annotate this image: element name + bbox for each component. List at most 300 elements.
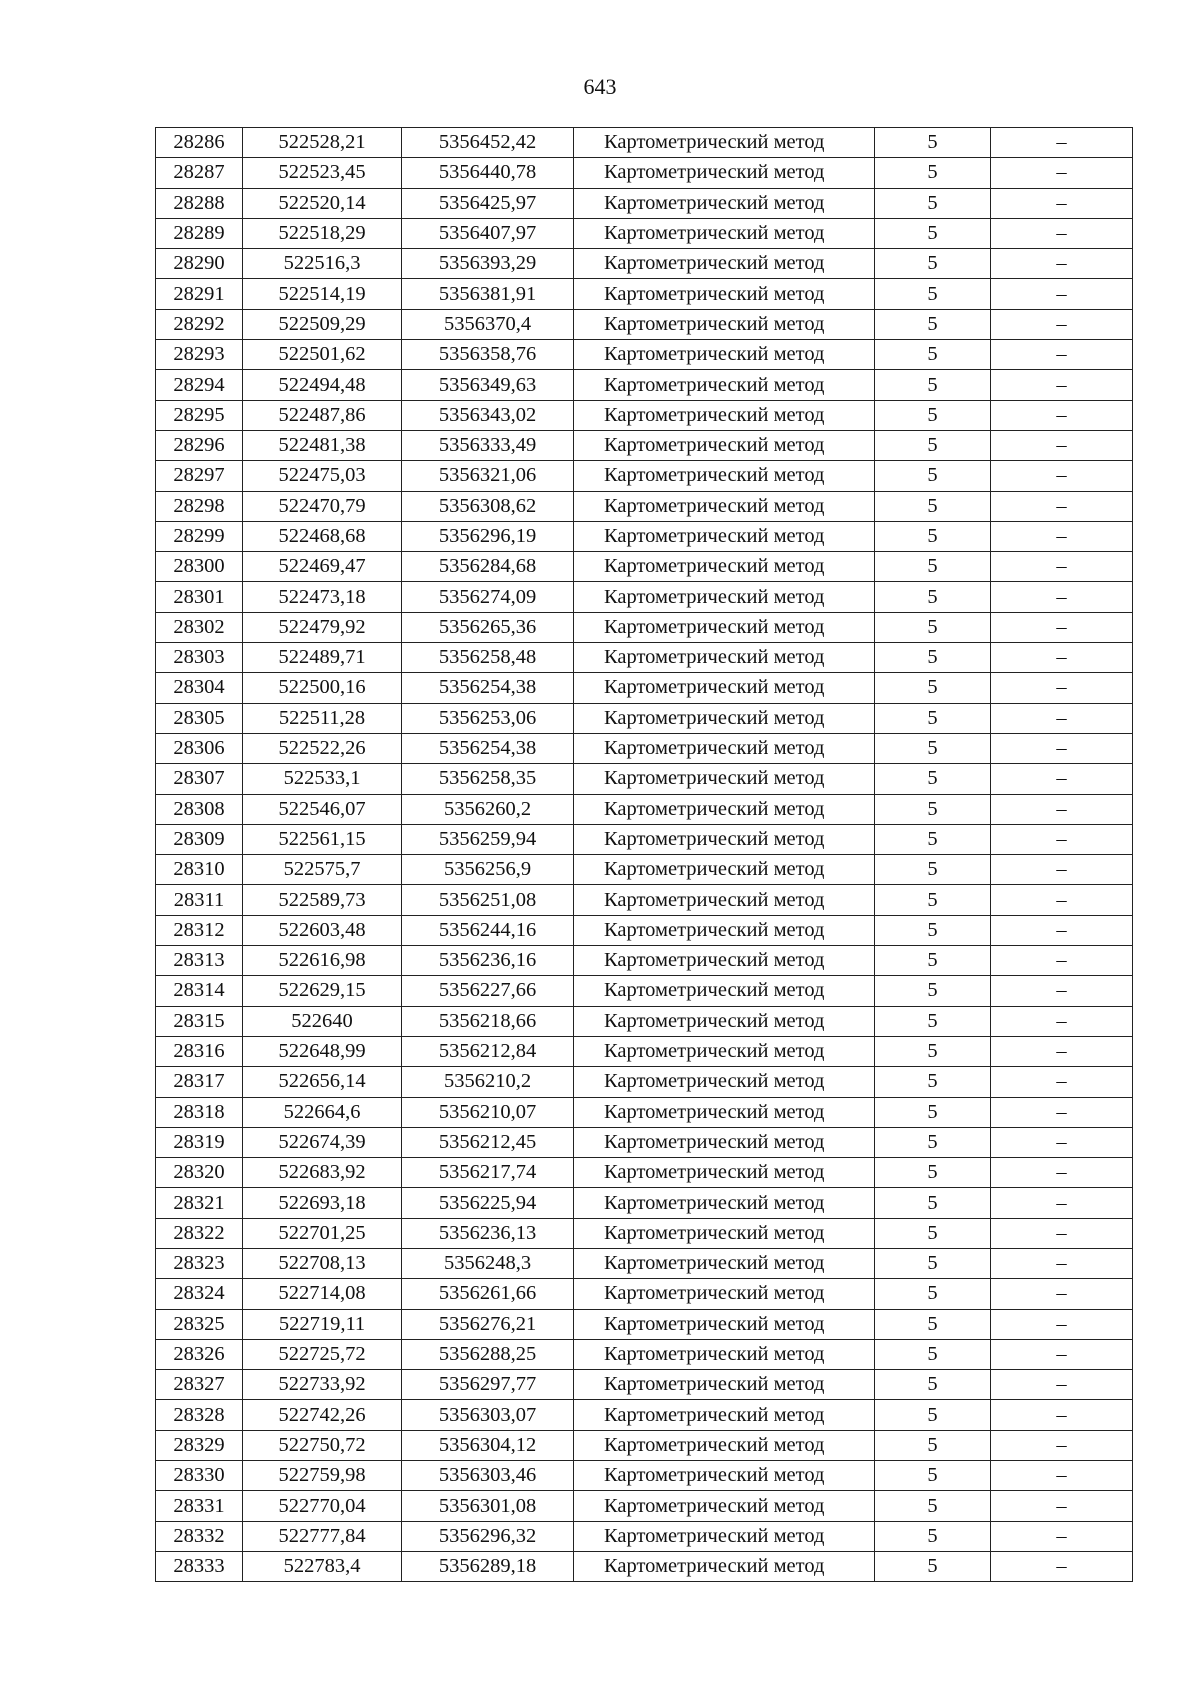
- point-number-cell: 28293: [156, 340, 243, 370]
- y-coordinate-cell: 5356258,48: [402, 643, 574, 673]
- y-coordinate-cell: 5356308,62: [402, 491, 574, 521]
- x-coordinate-cell: 522770,04: [243, 1491, 402, 1521]
- table-row: [156, 824, 1133, 854]
- accuracy-cell: 5: [875, 1400, 991, 1430]
- accuracy-cell: 5: [875, 1188, 991, 1218]
- y-coordinate-cell: 5356333,49: [402, 430, 574, 460]
- table-row: [156, 976, 1133, 1006]
- point-number-cell: 28294: [156, 370, 243, 400]
- y-coordinate-cell: 5356210,2: [402, 1067, 574, 1097]
- y-coordinate-cell: 5356274,09: [402, 582, 574, 612]
- point-number-cell: 28295: [156, 400, 243, 430]
- point-number-cell: 28327: [156, 1370, 243, 1400]
- point-number-cell: 28315: [156, 1006, 243, 1036]
- table-row: [156, 643, 1133, 673]
- method-cell: Картометрический метод: [574, 673, 875, 703]
- note-cell: –: [991, 946, 1133, 976]
- y-coordinate-cell: 5356289,18: [402, 1551, 574, 1581]
- point-number-cell: 28311: [156, 885, 243, 915]
- x-coordinate-cell: 522725,72: [243, 1339, 402, 1369]
- table-row: [156, 1158, 1133, 1188]
- point-number-cell: 28289: [156, 218, 243, 248]
- table-row: [156, 249, 1133, 279]
- note-cell: –: [991, 703, 1133, 733]
- x-coordinate-cell: 522629,15: [243, 976, 402, 1006]
- accuracy-cell: 5: [875, 733, 991, 763]
- point-number-cell: 28296: [156, 430, 243, 460]
- accuracy-cell: 5: [875, 552, 991, 582]
- note-cell: –: [991, 128, 1133, 158]
- note-cell: –: [991, 1309, 1133, 1339]
- x-coordinate-cell: 522640: [243, 1006, 402, 1036]
- table-row: [156, 1127, 1133, 1157]
- method-cell: Картометрический метод: [574, 1067, 875, 1097]
- method-cell: Картометрический метод: [574, 612, 875, 642]
- note-cell: –: [991, 521, 1133, 551]
- method-cell: Картометрический метод: [574, 643, 875, 673]
- point-number-cell: 28333: [156, 1551, 243, 1581]
- note-cell: –: [991, 885, 1133, 915]
- y-coordinate-cell: 5356288,25: [402, 1339, 574, 1369]
- y-coordinate-cell: 5356425,97: [402, 188, 574, 218]
- y-coordinate-cell: 5356260,2: [402, 794, 574, 824]
- point-number-cell: 28302: [156, 612, 243, 642]
- note-cell: –: [991, 855, 1133, 885]
- y-coordinate-cell: 5356321,06: [402, 461, 574, 491]
- note-cell: –: [991, 1461, 1133, 1491]
- table-row: [156, 491, 1133, 521]
- table-row: [156, 218, 1133, 248]
- x-coordinate-cell: 522603,48: [243, 915, 402, 945]
- point-number-cell: 28300: [156, 552, 243, 582]
- method-cell: Картометрический метод: [574, 1339, 875, 1369]
- accuracy-cell: 5: [875, 582, 991, 612]
- table-row: [156, 1339, 1133, 1369]
- y-coordinate-cell: 5356358,76: [402, 340, 574, 370]
- x-coordinate-cell: 522759,98: [243, 1461, 402, 1491]
- y-coordinate-cell: 5356261,66: [402, 1279, 574, 1309]
- note-cell: –: [991, 309, 1133, 339]
- point-number-cell: 28324: [156, 1279, 243, 1309]
- x-coordinate-cell: 522475,03: [243, 461, 402, 491]
- table-row: [156, 1551, 1133, 1581]
- accuracy-cell: 5: [875, 1067, 991, 1097]
- x-coordinate-cell: 522648,99: [243, 1036, 402, 1066]
- y-coordinate-cell: 5356248,3: [402, 1248, 574, 1278]
- point-number-cell: 28292: [156, 309, 243, 339]
- y-coordinate-cell: 5356253,06: [402, 703, 574, 733]
- note-cell: –: [991, 1521, 1133, 1551]
- method-cell: Картометрический метод: [574, 1006, 875, 1036]
- note-cell: –: [991, 430, 1133, 460]
- y-coordinate-cell: 5356212,45: [402, 1127, 574, 1157]
- y-coordinate-cell: 5356301,08: [402, 1491, 574, 1521]
- accuracy-cell: 5: [875, 218, 991, 248]
- accuracy-cell: 5: [875, 461, 991, 491]
- accuracy-cell: 5: [875, 1309, 991, 1339]
- x-coordinate-cell: 522683,92: [243, 1158, 402, 1188]
- point-number-cell: 28330: [156, 1461, 243, 1491]
- point-number-cell: 28286: [156, 128, 243, 158]
- accuracy-cell: 5: [875, 370, 991, 400]
- method-cell: Картометрический метод: [574, 976, 875, 1006]
- y-coordinate-cell: 5356393,29: [402, 249, 574, 279]
- accuracy-cell: 5: [875, 128, 991, 158]
- table-row: [156, 461, 1133, 491]
- point-number-cell: 28303: [156, 643, 243, 673]
- table-row: [156, 1218, 1133, 1248]
- x-coordinate-cell: 522468,68: [243, 521, 402, 551]
- accuracy-cell: 5: [875, 1370, 991, 1400]
- point-number-cell: 28310: [156, 855, 243, 885]
- x-coordinate-cell: 522514,19: [243, 279, 402, 309]
- accuracy-cell: 5: [875, 703, 991, 733]
- accuracy-cell: 5: [875, 643, 991, 673]
- point-number-cell: 28287: [156, 158, 243, 188]
- note-cell: –: [991, 976, 1133, 1006]
- table-row: [156, 915, 1133, 945]
- x-coordinate-cell: 522487,86: [243, 400, 402, 430]
- method-cell: Картометрический метод: [574, 1521, 875, 1551]
- accuracy-cell: 5: [875, 491, 991, 521]
- table-row: [156, 794, 1133, 824]
- note-cell: –: [991, 1036, 1133, 1066]
- accuracy-cell: 5: [875, 1218, 991, 1248]
- table-row: [156, 946, 1133, 976]
- y-coordinate-cell: 5356349,63: [402, 370, 574, 400]
- x-coordinate-cell: 522783,4: [243, 1551, 402, 1581]
- x-coordinate-cell: 522528,21: [243, 128, 402, 158]
- note-cell: –: [991, 1127, 1133, 1157]
- table-row: [156, 552, 1133, 582]
- method-cell: Картометрический метод: [574, 1551, 875, 1581]
- method-cell: Картометрический метод: [574, 946, 875, 976]
- point-number-cell: 28307: [156, 764, 243, 794]
- accuracy-cell: 5: [875, 1461, 991, 1491]
- x-coordinate-cell: 522511,28: [243, 703, 402, 733]
- table-row: [156, 400, 1133, 430]
- note-cell: –: [991, 279, 1133, 309]
- point-number-cell: 28308: [156, 794, 243, 824]
- accuracy-cell: 5: [875, 400, 991, 430]
- x-coordinate-cell: 522518,29: [243, 218, 402, 248]
- x-coordinate-cell: 522494,48: [243, 370, 402, 400]
- table-row: [156, 279, 1133, 309]
- note-cell: –: [991, 158, 1133, 188]
- note-cell: –: [991, 370, 1133, 400]
- y-coordinate-cell: 5356227,66: [402, 976, 574, 1006]
- x-coordinate-cell: 522656,14: [243, 1067, 402, 1097]
- method-cell: Картометрический метод: [574, 582, 875, 612]
- accuracy-cell: 5: [875, 1430, 991, 1460]
- accuracy-cell: 5: [875, 946, 991, 976]
- table-row: [156, 1006, 1133, 1036]
- point-number-cell: 28322: [156, 1218, 243, 1248]
- note-cell: –: [991, 1218, 1133, 1248]
- x-coordinate-cell: 522742,26: [243, 1400, 402, 1430]
- note-cell: –: [991, 1400, 1133, 1430]
- method-cell: Картометрический метод: [574, 1248, 875, 1278]
- y-coordinate-cell: 5356407,97: [402, 218, 574, 248]
- y-coordinate-cell: 5356304,12: [402, 1430, 574, 1460]
- note-cell: –: [991, 733, 1133, 763]
- x-coordinate-cell: 522479,92: [243, 612, 402, 642]
- x-coordinate-cell: 522777,84: [243, 1521, 402, 1551]
- note-cell: –: [991, 824, 1133, 854]
- accuracy-cell: 5: [875, 1036, 991, 1066]
- table-row: [156, 582, 1133, 612]
- method-cell: Картометрический метод: [574, 1400, 875, 1430]
- accuracy-cell: 5: [875, 855, 991, 885]
- page-number: 643: [583, 74, 617, 99]
- note-cell: –: [991, 1339, 1133, 1369]
- note-cell: –: [991, 1158, 1133, 1188]
- note-cell: –: [991, 764, 1133, 794]
- method-cell: Картометрический метод: [574, 461, 875, 491]
- method-cell: Картометрический метод: [574, 703, 875, 733]
- point-number-cell: 28313: [156, 946, 243, 976]
- x-coordinate-cell: 522473,18: [243, 582, 402, 612]
- accuracy-cell: 5: [875, 1006, 991, 1036]
- method-cell: Картометрический метод: [574, 1188, 875, 1218]
- x-coordinate-cell: 522546,07: [243, 794, 402, 824]
- y-coordinate-cell: 5356452,42: [402, 128, 574, 158]
- method-cell: Картометрический метод: [574, 1279, 875, 1309]
- note-cell: –: [991, 552, 1133, 582]
- note-cell: –: [991, 1430, 1133, 1460]
- point-number-cell: 28309: [156, 824, 243, 854]
- note-cell: –: [991, 461, 1133, 491]
- note-cell: –: [991, 1188, 1133, 1218]
- y-coordinate-cell: 5356258,35: [402, 764, 574, 794]
- method-cell: Картометрический метод: [574, 1127, 875, 1157]
- point-number-cell: 28319: [156, 1127, 243, 1157]
- method-cell: Картометрический метод: [574, 855, 875, 885]
- x-coordinate-cell: 522714,08: [243, 1279, 402, 1309]
- method-cell: Картометрический метод: [574, 733, 875, 763]
- accuracy-cell: 5: [875, 885, 991, 915]
- y-coordinate-cell: 5356236,13: [402, 1218, 574, 1248]
- accuracy-cell: 5: [875, 915, 991, 945]
- accuracy-cell: 5: [875, 279, 991, 309]
- table-row: [156, 1461, 1133, 1491]
- table-row: [156, 1491, 1133, 1521]
- point-number-cell: 28312: [156, 915, 243, 945]
- table-row: [156, 1430, 1133, 1460]
- point-number-cell: 28304: [156, 673, 243, 703]
- method-cell: Картометрический метод: [574, 188, 875, 218]
- accuracy-cell: 5: [875, 1551, 991, 1581]
- x-coordinate-cell: 522616,98: [243, 946, 402, 976]
- note-cell: –: [991, 673, 1133, 703]
- y-coordinate-cell: 5356218,66: [402, 1006, 574, 1036]
- accuracy-cell: 5: [875, 1097, 991, 1127]
- point-number-cell: 28306: [156, 733, 243, 763]
- method-cell: Картометрический метод: [574, 249, 875, 279]
- accuracy-cell: 5: [875, 158, 991, 188]
- x-coordinate-cell: 522469,47: [243, 552, 402, 582]
- y-coordinate-cell: 5356259,94: [402, 824, 574, 854]
- table-row: [156, 1400, 1133, 1430]
- table-row: [156, 1279, 1133, 1309]
- table-row: [156, 1097, 1133, 1127]
- y-coordinate-cell: 5356284,68: [402, 552, 574, 582]
- y-coordinate-cell: 5356212,84: [402, 1036, 574, 1066]
- y-coordinate-cell: 5356296,32: [402, 1521, 574, 1551]
- y-coordinate-cell: 5356265,36: [402, 612, 574, 642]
- note-cell: –: [991, 794, 1133, 824]
- x-coordinate-cell: 522520,14: [243, 188, 402, 218]
- accuracy-cell: 5: [875, 824, 991, 854]
- point-number-cell: 28332: [156, 1521, 243, 1551]
- accuracy-cell: 5: [875, 673, 991, 703]
- accuracy-cell: 5: [875, 764, 991, 794]
- table-row: [156, 673, 1133, 703]
- table-row: [156, 885, 1133, 915]
- method-cell: Картометрический метод: [574, 309, 875, 339]
- accuracy-cell: 5: [875, 1279, 991, 1309]
- point-number-cell: 28305: [156, 703, 243, 733]
- method-cell: Картометрический метод: [574, 340, 875, 370]
- point-number-cell: 28288: [156, 188, 243, 218]
- method-cell: Картометрический метод: [574, 1309, 875, 1339]
- method-cell: Картометрический метод: [574, 764, 875, 794]
- accuracy-cell: 5: [875, 309, 991, 339]
- x-coordinate-cell: 522575,7: [243, 855, 402, 885]
- note-cell: –: [991, 582, 1133, 612]
- accuracy-cell: 5: [875, 1339, 991, 1369]
- note-cell: –: [991, 1551, 1133, 1581]
- point-number-cell: 28291: [156, 279, 243, 309]
- point-number-cell: 28316: [156, 1036, 243, 1066]
- y-coordinate-cell: 5356303,07: [402, 1400, 574, 1430]
- accuracy-cell: 5: [875, 1158, 991, 1188]
- x-coordinate-cell: 522701,25: [243, 1218, 402, 1248]
- method-cell: Картометрический метод: [574, 521, 875, 551]
- point-number-cell: 28301: [156, 582, 243, 612]
- x-coordinate-cell: 522516,3: [243, 249, 402, 279]
- method-cell: Картометрический метод: [574, 430, 875, 460]
- accuracy-cell: 5: [875, 1248, 991, 1278]
- table-row: [156, 309, 1133, 339]
- note-cell: –: [991, 188, 1133, 218]
- y-coordinate-cell: 5356254,38: [402, 733, 574, 763]
- y-coordinate-cell: 5356381,91: [402, 279, 574, 309]
- method-cell: Картометрический метод: [574, 885, 875, 915]
- accuracy-cell: 5: [875, 976, 991, 1006]
- method-cell: Картометрический метод: [574, 1218, 875, 1248]
- note-cell: –: [991, 1491, 1133, 1521]
- table-row: [156, 1521, 1133, 1551]
- method-cell: Картометрический метод: [574, 491, 875, 521]
- y-coordinate-cell: 5356297,77: [402, 1370, 574, 1400]
- note-cell: –: [991, 249, 1133, 279]
- note-cell: –: [991, 218, 1133, 248]
- method-cell: Картометрический метод: [574, 279, 875, 309]
- table-row: [156, 703, 1133, 733]
- note-cell: –: [991, 643, 1133, 673]
- table-row: [156, 521, 1133, 551]
- x-coordinate-cell: 522674,39: [243, 1127, 402, 1157]
- y-coordinate-cell: 5356296,19: [402, 521, 574, 551]
- method-cell: Картометрический метод: [574, 1461, 875, 1491]
- note-cell: –: [991, 915, 1133, 945]
- x-coordinate-cell: 522719,11: [243, 1309, 402, 1339]
- x-coordinate-cell: 522750,72: [243, 1430, 402, 1460]
- y-coordinate-cell: 5356370,4: [402, 309, 574, 339]
- y-coordinate-cell: 5356440,78: [402, 158, 574, 188]
- y-coordinate-cell: 5356303,46: [402, 1461, 574, 1491]
- y-coordinate-cell: 5356254,38: [402, 673, 574, 703]
- y-coordinate-cell: 5356217,74: [402, 1158, 574, 1188]
- table-row: [156, 128, 1133, 158]
- table-row: [156, 430, 1133, 460]
- point-number-cell: 28329: [156, 1430, 243, 1460]
- x-coordinate-cell: 522733,92: [243, 1370, 402, 1400]
- method-cell: Картометрический метод: [574, 1370, 875, 1400]
- point-number-cell: 28323: [156, 1248, 243, 1278]
- accuracy-cell: 5: [875, 188, 991, 218]
- coordinates-table-body: [156, 128, 1133, 1582]
- table-row: [156, 1248, 1133, 1278]
- point-number-cell: 28299: [156, 521, 243, 551]
- coordinates-table: [155, 127, 1133, 1582]
- x-coordinate-cell: 522708,13: [243, 1248, 402, 1278]
- note-cell: –: [991, 612, 1133, 642]
- point-number-cell: 28297: [156, 461, 243, 491]
- accuracy-cell: 5: [875, 249, 991, 279]
- x-coordinate-cell: 522501,62: [243, 340, 402, 370]
- point-number-cell: 28318: [156, 1097, 243, 1127]
- note-cell: –: [991, 1279, 1133, 1309]
- note-cell: –: [991, 1006, 1133, 1036]
- table-row: [156, 1370, 1133, 1400]
- method-cell: Картометрический метод: [574, 552, 875, 582]
- point-number-cell: 28320: [156, 1158, 243, 1188]
- y-coordinate-cell: 5356210,07: [402, 1097, 574, 1127]
- y-coordinate-cell: 5356236,16: [402, 946, 574, 976]
- point-number-cell: 28331: [156, 1491, 243, 1521]
- note-cell: –: [991, 1248, 1133, 1278]
- x-coordinate-cell: 522664,6: [243, 1097, 402, 1127]
- note-cell: –: [991, 491, 1133, 521]
- x-coordinate-cell: 522500,16: [243, 673, 402, 703]
- point-number-cell: 28321: [156, 1188, 243, 1218]
- note-cell: –: [991, 340, 1133, 370]
- table-row: [156, 764, 1133, 794]
- method-cell: Картометрический метод: [574, 158, 875, 188]
- method-cell: Картометрический метод: [574, 400, 875, 430]
- method-cell: Картометрический метод: [574, 1097, 875, 1127]
- x-coordinate-cell: 522589,73: [243, 885, 402, 915]
- point-number-cell: 28317: [156, 1067, 243, 1097]
- accuracy-cell: 5: [875, 340, 991, 370]
- accuracy-cell: 5: [875, 430, 991, 460]
- method-cell: Картометрический метод: [574, 824, 875, 854]
- table-row: [156, 855, 1133, 885]
- method-cell: Картометрический метод: [574, 218, 875, 248]
- point-number-cell: 28314: [156, 976, 243, 1006]
- table-row: [156, 158, 1133, 188]
- method-cell: Картометрический метод: [574, 1036, 875, 1066]
- accuracy-cell: 5: [875, 521, 991, 551]
- x-coordinate-cell: 522489,71: [243, 643, 402, 673]
- method-cell: Картометрический метод: [574, 1158, 875, 1188]
- table-row: [156, 1309, 1133, 1339]
- x-coordinate-cell: 522509,29: [243, 309, 402, 339]
- accuracy-cell: 5: [875, 794, 991, 824]
- table-row: [156, 370, 1133, 400]
